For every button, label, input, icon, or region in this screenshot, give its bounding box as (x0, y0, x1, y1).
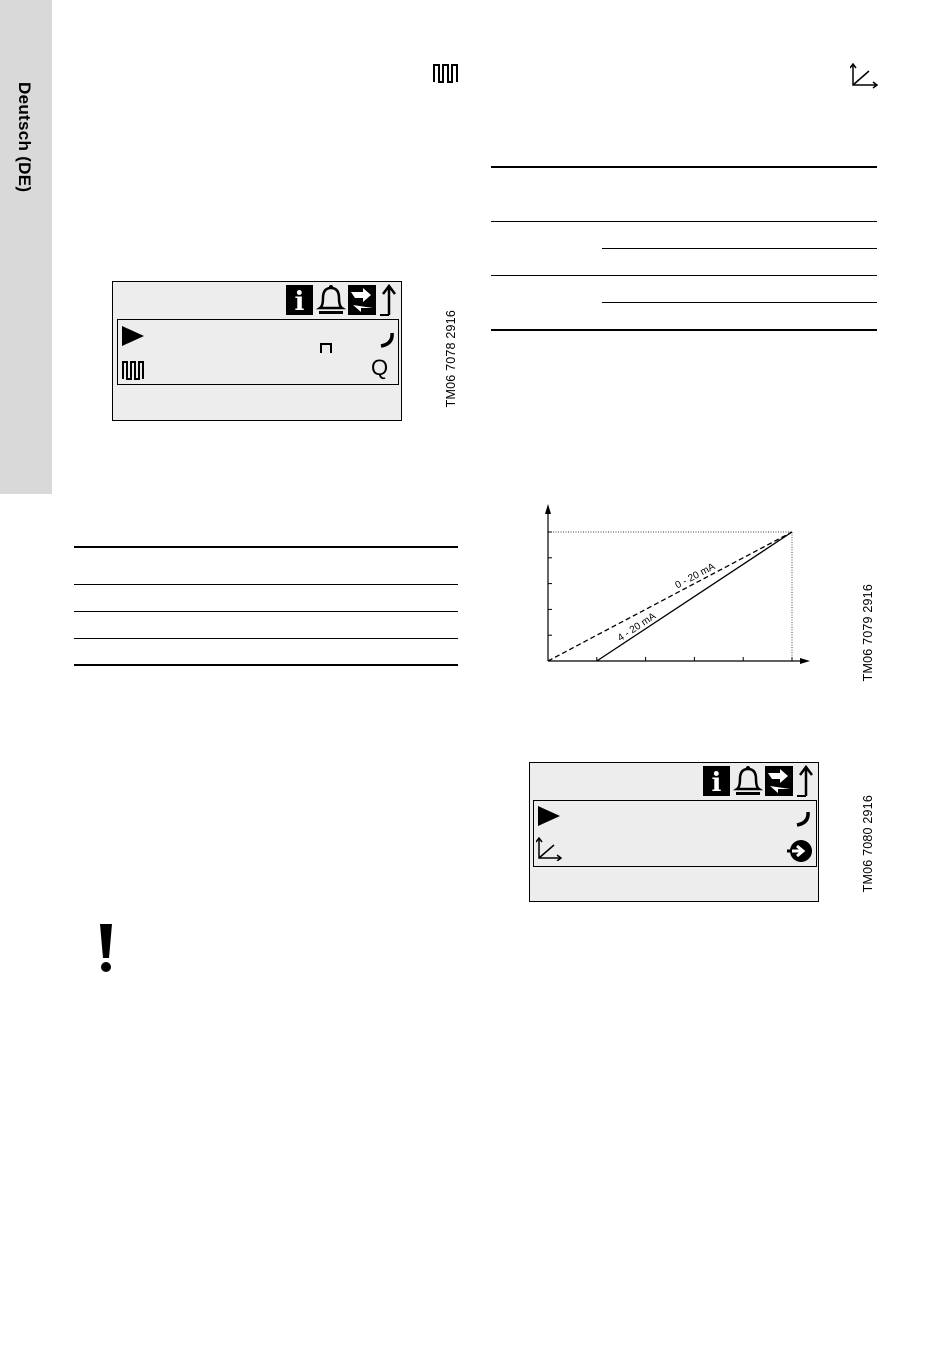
display-selection-frame (117, 319, 399, 385)
curve-icon (795, 811, 811, 827)
right-table-subrow-rule (602, 248, 877, 249)
right-table-top-rule (491, 166, 877, 168)
left-table-row-rule (74, 638, 458, 639)
up-icon (380, 286, 395, 315)
left-table-row-rule (74, 584, 458, 585)
up-icon (797, 767, 812, 796)
side-language-tab (0, 0, 52, 494)
y-axis-arrow (545, 504, 551, 514)
exclamation-icon (96, 922, 116, 974)
figure-code-2: TM06 7080 2916 (861, 795, 875, 893)
info-icon (703, 766, 730, 798)
lcd-display-1 (112, 281, 402, 421)
right-table-row-rule (491, 275, 877, 276)
flow-label: Q (371, 355, 389, 380)
display-top-icons (285, 284, 399, 317)
signal-chart (530, 500, 820, 680)
info-icon (286, 285, 313, 317)
figure-code-chart: TM06 7079 2916 (861, 584, 875, 682)
right-table-bottom-rule (491, 329, 877, 331)
svg-text:i: i (294, 287, 305, 317)
figure-code-1: TM06 7078 2916 (444, 310, 458, 408)
alarm-icon (319, 285, 343, 314)
pulse-input-icon (433, 63, 459, 83)
analog-input-icon (850, 63, 878, 89)
pulse-icon (320, 342, 334, 354)
x-axis-arrow (800, 658, 810, 664)
display-selection-frame (533, 800, 817, 867)
series-line-2 (597, 532, 792, 661)
enter-icon (786, 839, 814, 863)
alarm-icon (736, 766, 760, 795)
left-table-bottom-rule (74, 664, 458, 666)
series-line-1 (548, 532, 792, 661)
display-top-icons (702, 765, 816, 798)
left-table-row-rule (74, 611, 458, 612)
lcd-display-2 (529, 762, 819, 902)
right-table-row-rule (491, 221, 877, 222)
series-label-2: 4 - 20 mA (615, 610, 659, 645)
settings-icon (348, 285, 376, 315)
left-table-top-rule (74, 546, 458, 548)
analog-input-icon (536, 837, 562, 861)
play-icon (537, 805, 561, 827)
play-icon (121, 325, 145, 347)
settings-icon (765, 766, 793, 796)
right-table-subrow-rule (602, 302, 877, 303)
pulse-input-icon (122, 360, 144, 380)
curve-icon (379, 332, 395, 348)
svg-text:i: i (711, 768, 722, 798)
series-label-1: 0 - 20 mA (673, 561, 718, 592)
side-tab-label: Deutsch (DE) (15, 82, 34, 193)
